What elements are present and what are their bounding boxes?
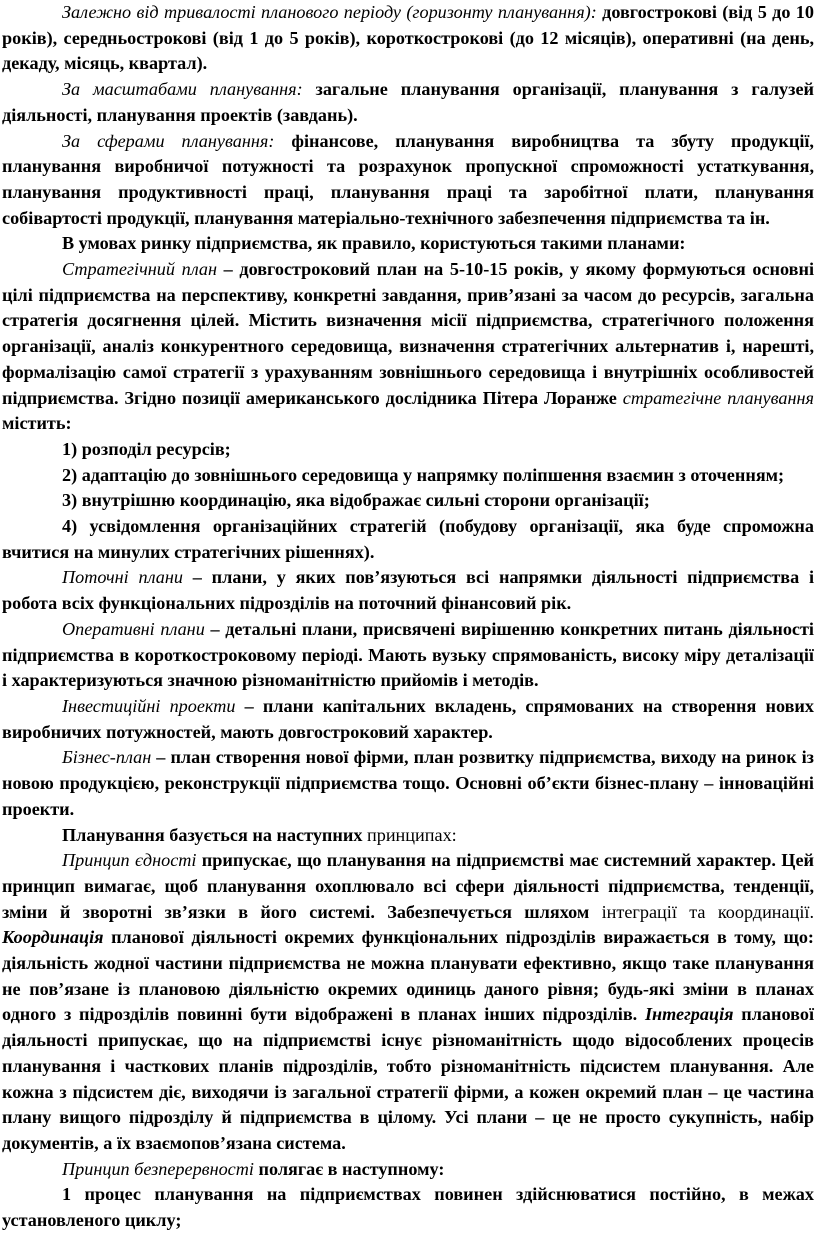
paragraph-text: Планування базується на наступних xyxy=(62,824,367,845)
paragraph-lead: Залежно від тривалості планового періоду (горизонту планування): xyxy=(62,2,597,22)
paragraph-planning-horizon xyxy=(2,0,814,77)
paragraph-lead: За сферами планування: xyxy=(62,130,275,151)
paragraph-planning-scale xyxy=(2,77,814,128)
paragraph-lead: Поточні плани xyxy=(62,567,183,588)
paragraph-text: – довгостроковий план на 5-10-15 років, у якому формуються основні цілі підприємства на перспективу, конкретні завдання, прив’язані за часом до ресурсів, загальна стратегія досягнення цілей. Містить визначення місії підприємства, стратегічного положення організації, аналіз конкурентного середовища, визначення стратегічних альтернатив і, нарешті, формалізацію самої стратегії з урахуванням зовнішнього середовища і внутрішніх особливостей підприємства. Згідно позиції американського дослідника Пітера Лоранже xyxy=(2,259,814,408)
list-item: 4) усвідомлення організаційних стратегій (побудову організації, яка буде спроможна вчитися на минулих стратегічних рішеннях). xyxy=(2,516,814,562)
paragraph-tail: принципах: xyxy=(367,824,457,845)
paragraph-continuity-item xyxy=(2,1182,814,1233)
paragraph-lead: Оперативні плани xyxy=(62,618,205,639)
paragraph-lead: Принцип єдності xyxy=(62,850,197,871)
paragraph-tail: містить: xyxy=(2,413,72,434)
paragraph-planning-principles xyxy=(2,823,814,849)
paragraph-investment-projects xyxy=(2,694,814,745)
paragraph-normal-text: інтеграції та координації. xyxy=(601,901,814,922)
paragraph-strategic-plan xyxy=(2,257,814,437)
paragraph-text: полягає в наступному: xyxy=(253,1158,445,1179)
paragraph-text: припускає, що планування на підприємстві має системний характер. Цей принцип вимагає, щоб планування охоплювало всі сфери діяльності підприємства, тенденції, зміни й зворотні зв’язки в його системі. Забезпечується шляхом xyxy=(2,850,814,922)
paragraph-operational-plans xyxy=(2,617,814,694)
paragraph-planning-spheres xyxy=(2,129,814,232)
paragraph-current-plans xyxy=(2,565,814,616)
paragraph-text: – детальні плани, присвячені вирішенню конкретних питань діяльності підприємства в короткостроковому періоді. Мають вузьку спрямованість, високу міру деталізації і характеризуються значною різноманітністю прийомів і методів. xyxy=(2,618,814,691)
term-coordination: Координація xyxy=(2,927,104,948)
paragraph-lead: Бізнес-план xyxy=(62,747,152,768)
list-item: 3) внутрішню координацію, яка відображає сильні сторони організації; xyxy=(62,490,650,511)
list-item: 1) розподіл ресурсів; xyxy=(62,438,231,459)
term-integration: Інтеграція xyxy=(644,1004,734,1025)
paragraph-text: планової діяльності окремих функціональних підрозділів виражається в тому, що: діяльність жодної частини підприємства не можна планувати ефективно, якщо таке планування не пов’язане із плановою діяльністю окремих одиниць даного рівня; будь-які зміни в планах одного з підрозділів повинні бути відображені в планах інших підрозділів. xyxy=(2,927,814,1025)
paragraph-lead: Стратегічний план xyxy=(62,259,217,280)
paragraph-text: фінансове, планування виробництва та збуту продукції, планування виробничої потужності та розрахунок пропускної спроможності устаткування, планування продуктивності праці, планування праці та заробітної плати, планування собівартості продукції, планування матеріально-технічного забезпечення підприємства та ін. xyxy=(2,130,814,228)
paragraph-text: загальне планування організації, планування з галузей діяльності, планування проектів (завдань). xyxy=(2,79,814,125)
paragraph-lead: Інвестиційні проекти xyxy=(62,695,236,716)
list-item: 2) адаптацію до зовнішнього середовища у напрямку поліпшення взаємин з оточенням; xyxy=(62,464,785,485)
paragraph-text: В умовах ринку підприємства, як правило, користуються такими планами: xyxy=(62,233,686,254)
paragraph-italic-term: стратегічне планування xyxy=(622,387,814,408)
paragraph-text: планової діяльності припускає, що на підприємстві існує різноманітність щодо відособлених процесів планування і часткових планів підрозділів, тобто різноманітність підсистем планування. Але кожна з підсистем діє, виходячи із загальної стратегії фірми, а кожен окремий план – це частина плану вищого підрозділу й підприємства в цілому. Усі плани – це не просто сукупність, набір документів, а їх взаємопов’язана система. xyxy=(2,1004,814,1153)
paragraph-unity-principle xyxy=(2,848,814,1156)
paragraph-text: – плани капітальних вкладень, спрямованих на створення нових виробничих потужностей, мають довгостроковий характер. xyxy=(2,695,814,742)
paragraph-continuity-principle xyxy=(2,1157,814,1183)
paragraph-market-plans xyxy=(2,231,814,257)
paragraph-text: – план створення нової фірми, план розвитку підприємства, виходу на ринок із новою продукцією, реконструкції підприємства тощо. Основні об’єкти бізнес-плану – інноваційні проекти. xyxy=(2,747,814,819)
paragraph-text: – плани, у яких пов’язуються всі напрямки діяльності підприємства і робота всіх функціональних підрозділів на поточний фінансовий рік. xyxy=(2,567,814,614)
paragraph-business-plan xyxy=(2,745,814,822)
paragraph-text: 1 процес планування на підприємствах повинен здійснюватися постійно, в межах установленого циклу; xyxy=(2,1184,814,1231)
paragraph-lead: За масштабами планування: xyxy=(62,79,303,100)
paragraph-text: довгострокові (від 5 до 10 років), середньострокові (від 1 до 5 років), короткострокові (до 12 місяців), оперативні (на день, декаду, місяць, квартал). xyxy=(2,2,814,74)
paragraph-lead: Принцип безперервності xyxy=(62,1158,254,1179)
